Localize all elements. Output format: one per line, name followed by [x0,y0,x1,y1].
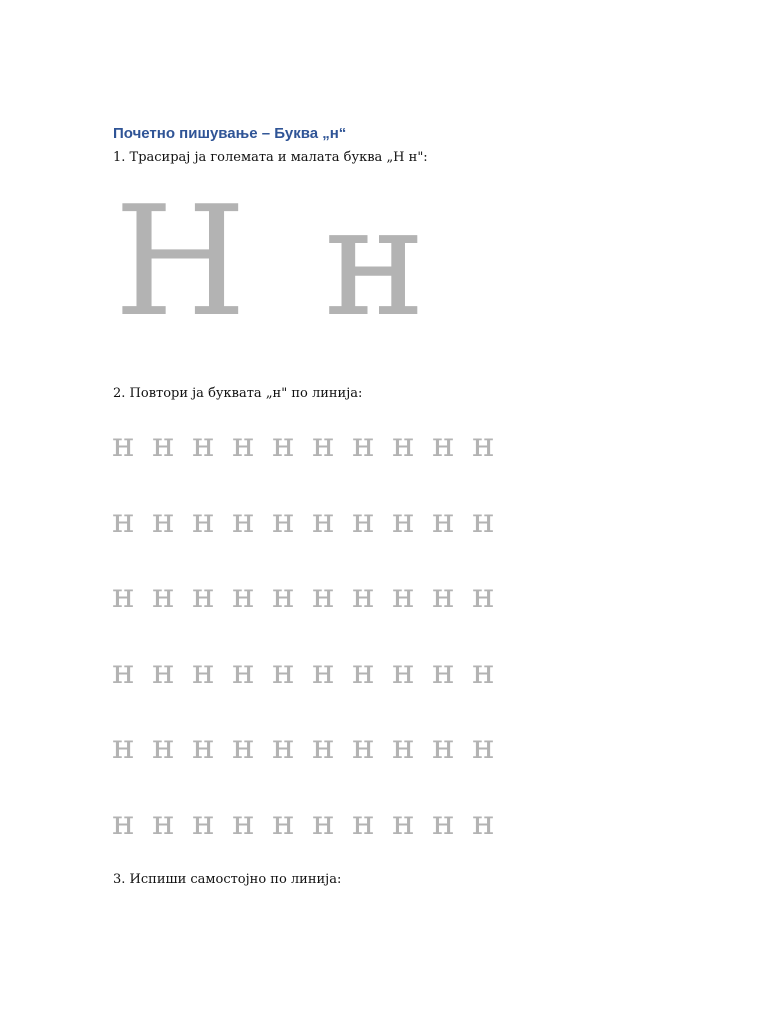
practice-letter: н [432,576,455,616]
practice-letter: н [312,425,335,465]
practice-letter: н [352,651,375,692]
task-2-instruction: 2. Повтори ја буквата „н" по линија: [113,386,363,401]
practice-letter: н [232,651,255,692]
practice-row [112,500,512,580]
practice-letter: н [192,425,215,465]
practice-letter: н [312,651,335,692]
practice-letter: н [192,500,215,541]
practice-letter: н [352,500,375,541]
practice-letter: н [432,425,455,465]
practice-letter: н [312,802,335,843]
practice-row [112,651,512,731]
practice-letter: н [312,576,335,616]
practice-letter: н [392,727,415,767]
practice-letter: н [112,500,135,541]
task-1-instruction: 1. Трасирај ја големата и малата буква „Н н": [113,150,428,165]
practice-letter: н [192,576,215,616]
practice-letter: н [312,727,335,767]
practice-letter: н [152,727,175,767]
page-title: Почетно пишување – Буква „н“ [113,125,347,142]
practice-letter: н [392,576,415,616]
practice-letter: н [392,425,415,465]
practice-letter: н [272,576,295,616]
practice-letter: н [432,727,455,767]
practice-letter: н [432,802,455,843]
practice-letter: н [392,500,415,541]
practice-letter: н [232,425,255,465]
practice-letter: н [152,500,175,541]
practice-letter: н [312,500,335,541]
practice-letter: н [352,802,375,843]
practice-letter: н [472,802,495,843]
practice-letter: н [192,802,215,843]
task-3-instruction: 3. Испиши самостојно по линија: [113,872,342,887]
trace-uppercase-letter: Н [114,173,247,350]
practice-letter: н [272,425,295,465]
practice-letter: н [472,727,495,767]
practice-letter: н [112,727,135,767]
practice-row [112,802,512,882]
practice-letter: н [152,802,175,843]
practice-letter: н [352,576,375,616]
practice-letter: н [352,425,375,465]
practice-row [112,425,512,504]
practice-letter: н [472,500,495,541]
practice-letter: н [352,727,375,767]
practice-letter: н [112,576,135,616]
practice-letter: н [112,651,135,692]
practice-row [112,576,512,655]
trace-lowercase-letter: н [324,173,426,350]
practice-letter: н [152,651,175,692]
practice-letter: н [472,651,495,692]
practice-letter: н [272,651,295,692]
practice-letter: н [192,651,215,692]
practice-letter: н [472,425,495,465]
practice-grid [112,425,512,881]
practice-letter: н [112,802,135,843]
practice-letter: н [272,727,295,767]
practice-letter: н [192,727,215,767]
practice-letter: н [472,576,495,616]
practice-row [112,727,512,806]
practice-letter: н [232,802,255,843]
practice-letter: н [232,500,255,541]
practice-letter: н [432,651,455,692]
practice-letter: н [152,576,175,616]
practice-letter: н [392,802,415,843]
practice-letter: н [152,425,175,465]
practice-letter: н [112,425,135,465]
practice-letter: н [392,651,415,692]
practice-letter: н [232,727,255,767]
practice-letter: н [432,500,455,541]
practice-letter: н [272,802,295,843]
practice-letter: н [272,500,295,541]
practice-letter: н [232,576,255,616]
